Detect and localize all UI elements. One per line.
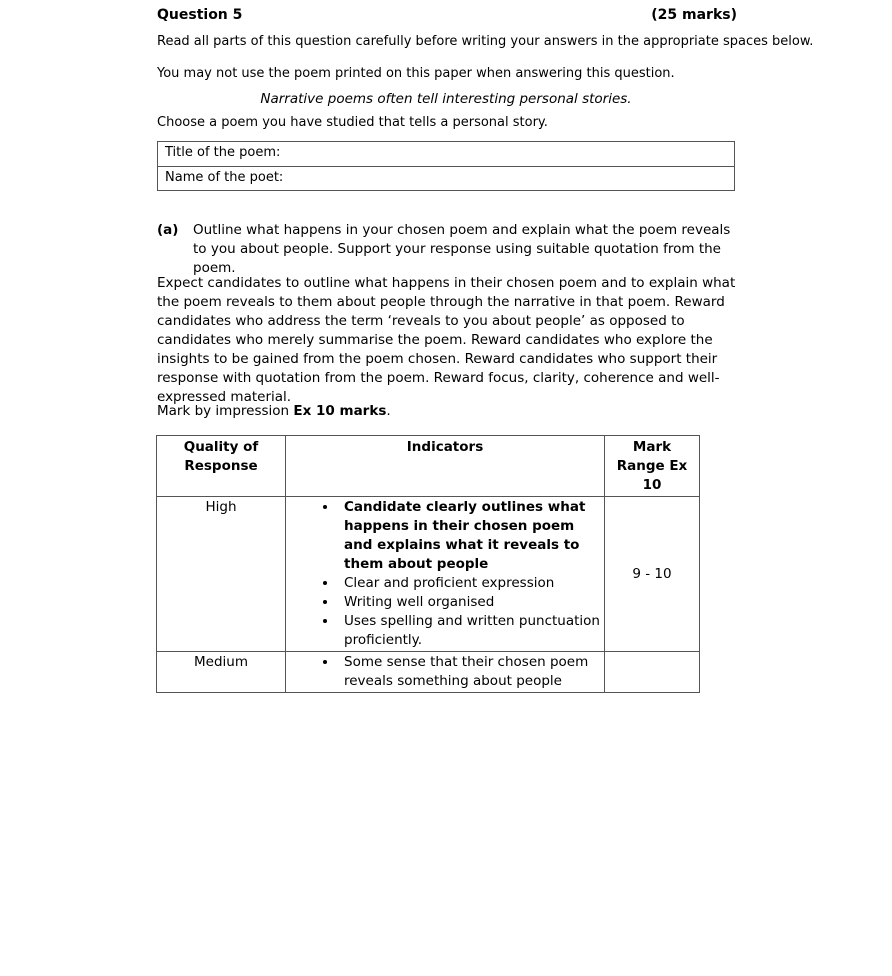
indicator-item: • Some sense that their chosen poem reveals something about people (338, 653, 600, 691)
question-marks: (25 marks) (651, 7, 737, 23)
impression-prefix: Mark by impression (157, 403, 294, 419)
quality-cell: Medium (157, 652, 286, 693)
indicators-cell (286, 497, 605, 652)
indicator-list (290, 653, 600, 691)
indicator-item: • Writing well organised (338, 593, 600, 612)
indicator-item: • Clear and proficient expression (338, 574, 600, 593)
marking-rubric-table (156, 435, 700, 693)
rubric-header-row (157, 436, 700, 497)
impression-marks: Ex 10 marks (293, 403, 387, 419)
header-indicators: Indicators (286, 436, 605, 497)
impression-note (157, 403, 391, 419)
poem-title-field[interactable]: Title of the poem: (165, 145, 281, 160)
header-mark-range: Mark Range Ex 10 (605, 436, 700, 497)
marking-guidance: Expect candidates to outline what happens in their chosen poem and to explain what the poem reveals to them about people through the narrative in that poem. Reward candidates who address the term ‘reveals to you about people’ as opposed to candidates who merely summarise the poem. Reward candidates who explore the insights to be gained from the poem chosen. Reward candidates who support their response with quotation from the poem. Reward focus, clarity, coherence and well-expressed material. (157, 275, 736, 405)
rubric-row-medium (157, 652, 700, 693)
indicators-cell (286, 652, 605, 693)
header-quality: Quality of Response (157, 436, 286, 497)
impression-suffix: . (386, 403, 391, 419)
indicator-list (290, 498, 600, 650)
prompt-text: Narrative poems often tell interesting personal stories. (260, 91, 632, 107)
part-a-label: (a) (157, 222, 179, 238)
indicator-item: • Candidate clearly outlines what happens in their chosen poem and explains what it reveals to them about people (338, 498, 600, 574)
question-title: Question 5 (157, 7, 243, 23)
notice-text: You may not use the poem printed on this paper when answering this question. (157, 66, 675, 81)
rubric-row-high (157, 497, 700, 652)
instruction-text: Read all parts of this question carefully before writing your answers in the appropriate spaces below. (157, 34, 814, 49)
poet-name-field[interactable]: Name of the poet: (158, 166, 734, 190)
part-a (157, 221, 747, 278)
mark-range-cell: 9 - 10 (605, 497, 700, 652)
rubric-body (157, 497, 700, 693)
quality-cell: High (157, 497, 286, 652)
part-a-question: Outline what happens in your chosen poem and explain what the poem reveals to you about people. Support your response using suitable quotation from the poem. (193, 222, 731, 276)
poem-details-box (157, 141, 735, 191)
choose-text: Choose a poem you have studied that tells a personal story. (157, 115, 548, 130)
mark-range-cell (605, 652, 700, 693)
indicator-item: • Uses spelling and written punctuation proficiently. (338, 612, 600, 650)
